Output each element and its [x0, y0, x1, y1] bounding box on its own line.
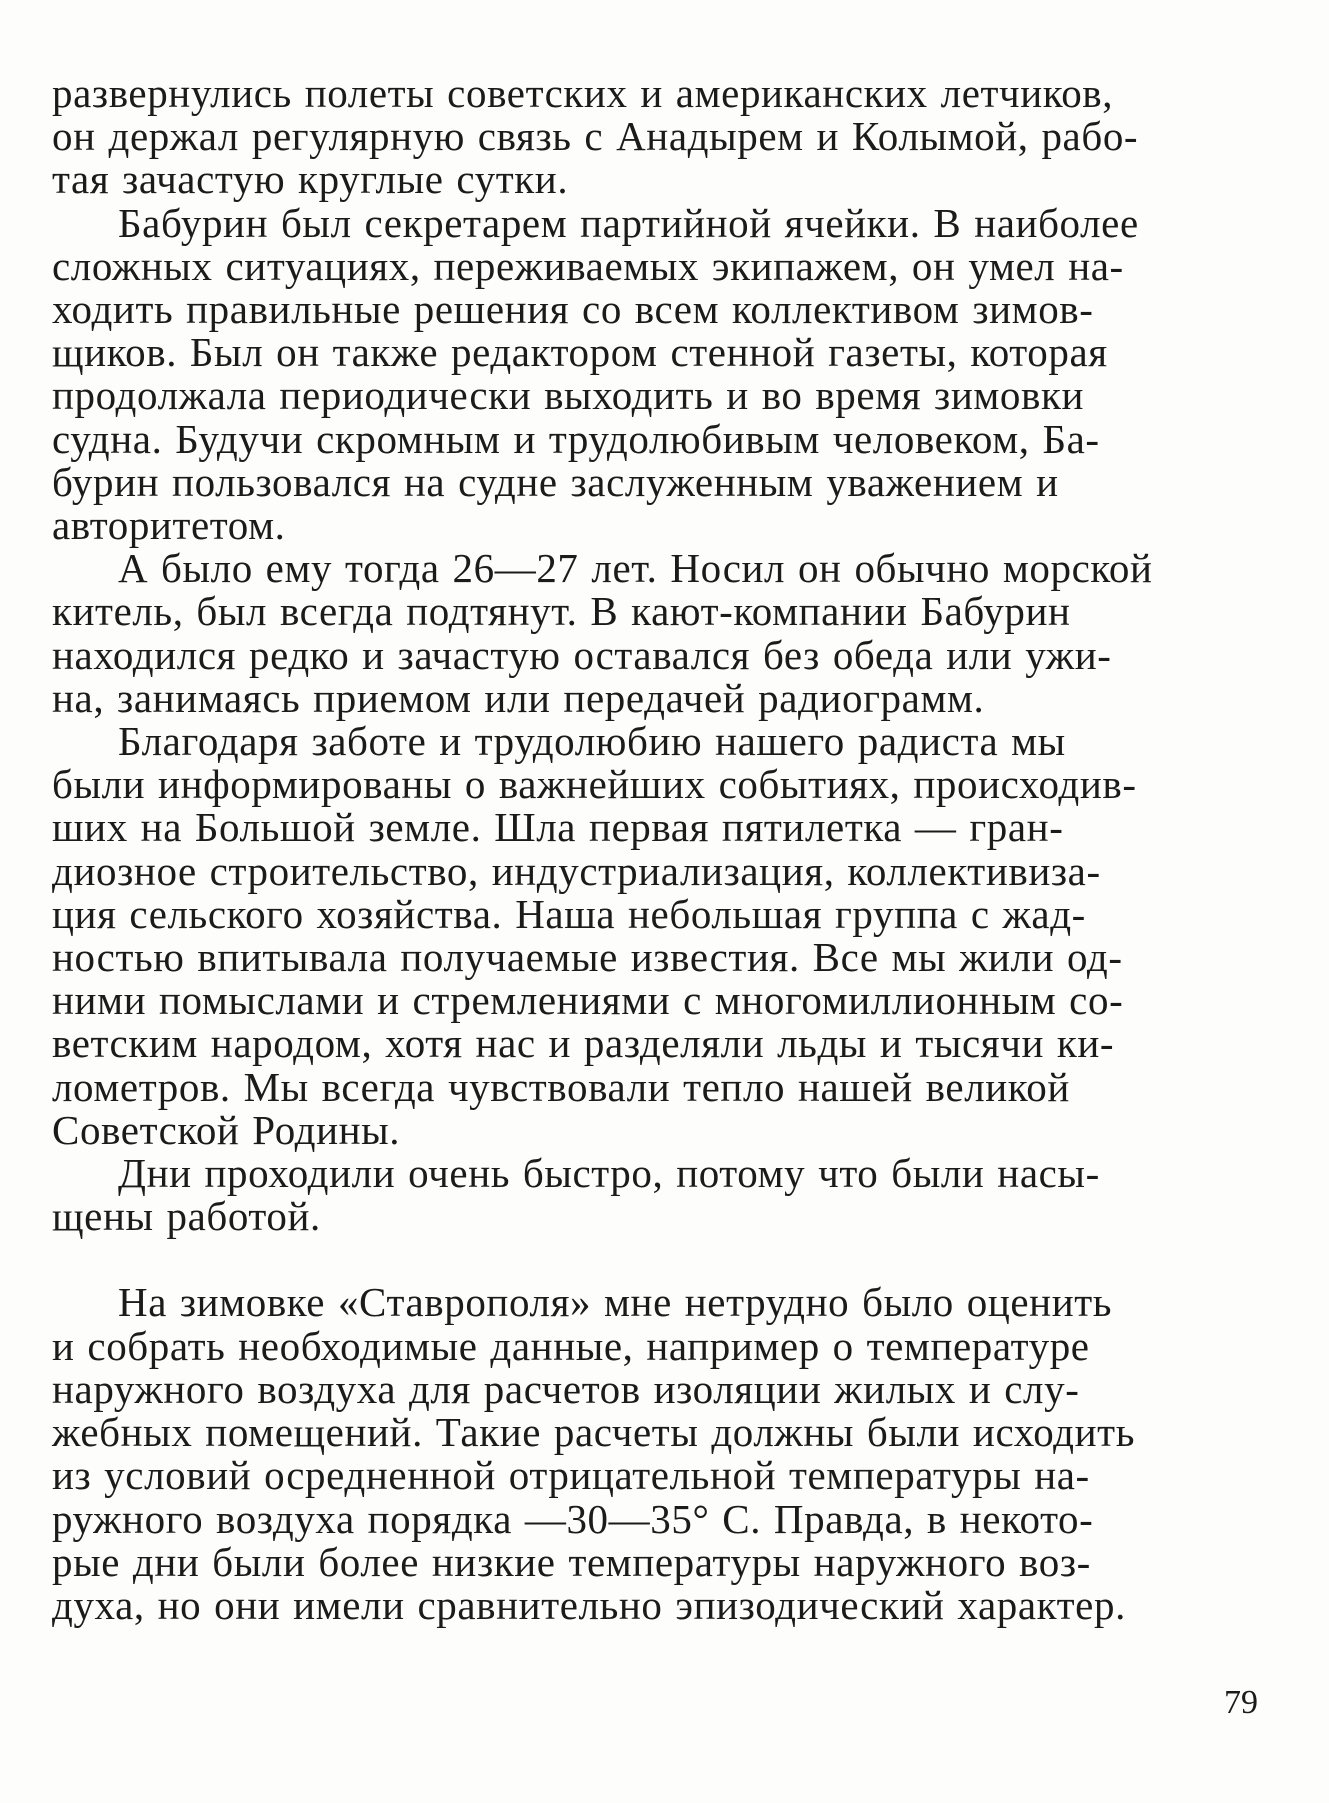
paragraph-3: А было ему тогда 26—27 лет. Носил он обычно морской китель, был всегда подтянут. В кают-компании Бабурин находился редко и зачастую оставался без обеда или ужи- на, занимаясь приемом или передачей радиограмм. [52, 545, 1153, 721]
page-number: 79 [1224, 1684, 1258, 1721]
paragraph-1: развернулись полеты советских и американских летчиков, он держал регулярную связь с Анадырем и Колымой, рабо- тая зачастую круглые сутки. [52, 70, 1139, 203]
paragraph-5: Дни проходили очень быстро, потому что были насы- щены работой. [52, 1150, 1100, 1240]
paragraph-4: Благодаря заботе и трудолюбию нашего радиста мы были информированы о важнейших событиях, происходив- ших на Большой земле. Шла первая пятилетка — гран- диозное строительство, индустриализация, коллективиза- ция сельского хозяйства. Наша небольшая группа с жад- ностью впитывала получаемые известия. Все мы жили од- ними помыслами и стремлениями с многомиллионным со- ветским народом, хотя нас и разделяли льды и тысячи ки- лометров. Мы всегда чувствовали тепло нашей великой Советской Родины. [52, 718, 1137, 1153]
page-text [52, 72, 1280, 1627]
paragraph-2: Бабурин был секретарем партийной ячейки. В наиболее сложных ситуациях, переживаемых экипажем, он умел на- ходить правильные решения со всем коллективом зимов- щиков. Был он также редактором стенной газеты, которая продолжала периодически выходить и во время зимовки судна. Будучи скромным и трудолюбивым человеком, Ба- бурин пользовался на судне заслуженным уважением и авторитетом. [52, 199, 1139, 549]
paragraph-6: На зимовке «Ставрополя» мне нетрудно было оценить и собрать необходимые данные, например о температуре наружного воздуха для расчетов изоляции жилых и слу- жебных помещений. Такие расчеты должны были исходить из условий осредненной отрицательной температуры на- ружного воздуха порядка —30—35° С. Правда, в некото- рые дни были более низкие температуры наружного воз- духа, но они имели сравнительно эпизодический характер. [52, 1279, 1135, 1628]
section-gap [52, 1238, 1280, 1281]
